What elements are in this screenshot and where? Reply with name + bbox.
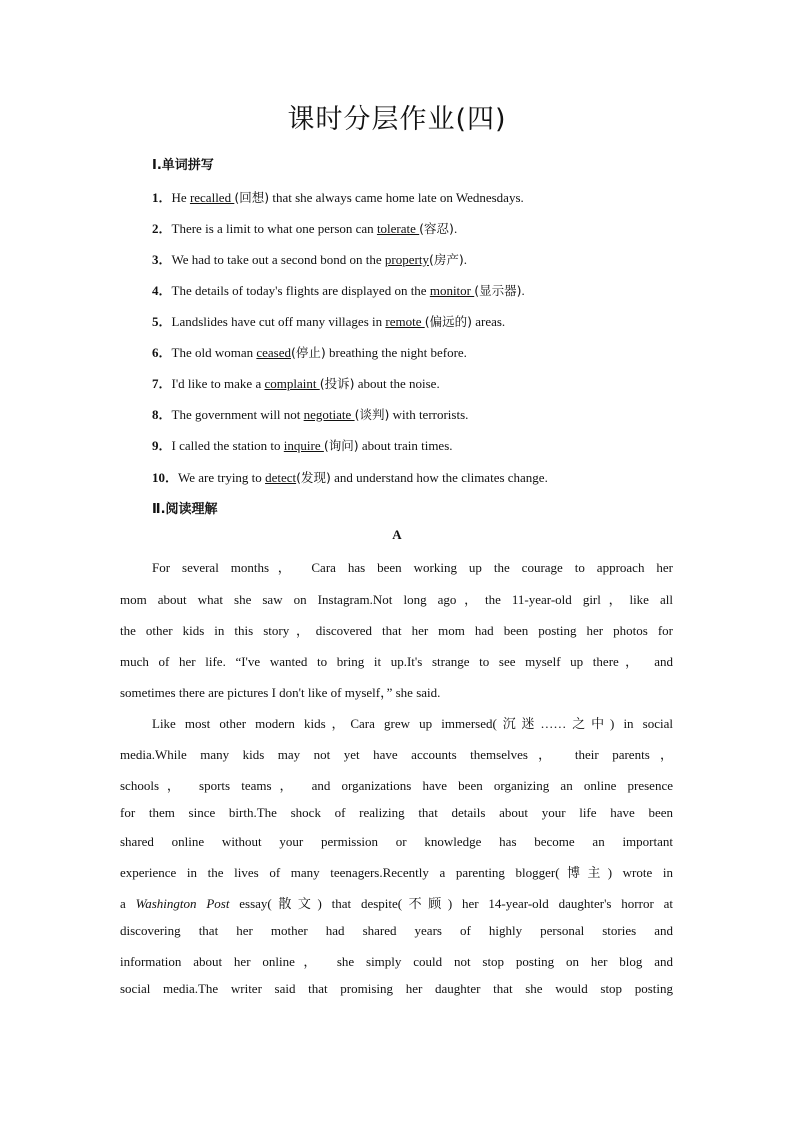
item-text-before: We had to take out a second bond on the <box>171 252 385 267</box>
item-chinese-hint: (发现) <box>296 470 331 485</box>
item-text-before: Landslides have cut off many villages in <box>171 314 386 329</box>
passage-line-start: a <box>120 896 136 911</box>
spelling-item <box>152 249 467 268</box>
item-text-after: with terrorists. <box>389 407 469 422</box>
passage-line: schools， sports teams， and organizations have been organizing an online presence <box>120 778 673 793</box>
spelling-item <box>152 187 524 206</box>
item-number: 2． <box>152 221 172 236</box>
publication-title: Washington Post <box>135 896 230 911</box>
item-answer: tolerate <box>376 221 420 236</box>
item-answer: property <box>384 252 429 267</box>
item-answer: remote <box>385 314 425 329</box>
spelling-item <box>152 280 525 299</box>
passage-line: media.While many kids may not yet have accounts themselves， their parents， <box>120 747 673 762</box>
item-chinese-hint: (房产) <box>428 252 464 267</box>
item-answer: ceased <box>256 345 291 360</box>
passage-line: Like most other modern kids，Cara grew up immersed(沉迷……之中) in social <box>152 716 673 731</box>
item-chinese-hint: (显示器) <box>474 283 522 298</box>
spelling-item <box>152 373 440 392</box>
spelling-item <box>152 311 505 330</box>
passage-line: for them since birth.The shock of realizing that details about your life have been <box>120 805 673 820</box>
item-chinese-hint: (容忍) <box>419 221 454 236</box>
item-text-after: breathing the night before. <box>325 345 467 360</box>
item-chinese-hint: (停止) <box>291 345 326 360</box>
item-answer: negotiate <box>303 407 355 422</box>
passage-line: For several months， Cara has been working up the courage to approach her <box>152 560 673 575</box>
item-number: 3． <box>152 252 172 267</box>
passage-line: experience in the lives of many teenagers.Recently a parenting blogger(博主) wrote in <box>120 865 673 880</box>
passage-line: information about her online， she simply could not stop posting on her blog and <box>120 954 673 969</box>
passage-line: social media.The writer said that promising her daughter that she would stop posting <box>120 981 673 996</box>
page-title: 课时分层作业(四) <box>287 104 507 135</box>
item-text-before: I called the station to <box>171 438 284 453</box>
section-heading-reading: Ⅱ.阅读理解 <box>152 502 218 517</box>
passage-line-rest: essay(散文) that despite(不顾) her 14-year-old daughter's horror at <box>229 896 673 911</box>
item-text-after: and understand how the climates change. <box>330 470 548 485</box>
passage-line: the other kids in this story，discovered that her mom had been posting her photos for <box>120 623 673 638</box>
passage-line: sometimes there are pictures I don't like of myself，” she said. <box>120 685 441 700</box>
item-text-before: The old woman <box>171 345 257 360</box>
item-chinese-hint: (谈判) <box>354 407 390 422</box>
item-chinese-hint: (偏远的) <box>424 314 472 329</box>
item-number: 1． <box>152 190 172 205</box>
passage-line: much of her life. “I've wanted to bring it up.It's strange to see myself up there， and <box>120 654 673 669</box>
item-chinese-hint: (询问) <box>323 438 359 453</box>
item-text-after: . <box>521 283 525 298</box>
passage-label: A <box>392 527 402 542</box>
passage-line: mom about what she saw on Instagram.Not long ago，the 11-year-old girl，like all <box>120 592 673 607</box>
item-answer: recalled <box>189 190 235 205</box>
item-answer: inquire <box>283 438 324 453</box>
item-text-before: The details of today's flights are displayed on the <box>171 283 430 298</box>
item-text-after: about train times. <box>358 438 453 453</box>
item-chinese-hint: (投诉) <box>319 376 355 391</box>
item-number: 10． <box>152 470 179 485</box>
item-number: 7． <box>152 376 172 391</box>
item-text-before: There is a limit to what one person can <box>171 221 377 236</box>
item-text-before: I'd like to make a <box>171 376 265 391</box>
item-chinese-hint: (回想) <box>234 190 270 205</box>
item-number: 8． <box>152 407 172 422</box>
item-answer: complaint <box>264 376 320 391</box>
item-number: 9． <box>152 438 172 453</box>
spelling-item <box>152 435 453 454</box>
item-number: 6． <box>152 345 172 360</box>
spelling-item <box>152 467 548 486</box>
item-number: 4． <box>152 283 172 298</box>
item-text-before: We are trying to <box>178 470 266 485</box>
item-text-before: The government will not <box>171 407 304 422</box>
item-number: 5． <box>152 314 172 329</box>
item-text-after: . <box>453 221 458 236</box>
item-answer: monitor <box>429 283 475 298</box>
item-text-after: about the noise. <box>354 376 440 391</box>
item-text-after: that she always came home late on Wednesdays. <box>269 190 524 205</box>
item-answer: detect <box>265 470 297 485</box>
spelling-item <box>152 342 467 361</box>
passage-line: discovering that her mother had shared years of highly personal stories and <box>120 923 673 938</box>
spelling-item <box>152 404 468 423</box>
passage-line: shared online without your permission or knowledge has become an important <box>120 834 673 849</box>
item-text-after: areas. <box>471 314 506 329</box>
spelling-item <box>152 218 457 237</box>
item-text-before: He <box>171 190 190 205</box>
section-heading-spelling: Ⅰ.单词拼写 <box>152 158 214 173</box>
passage-line <box>120 893 673 912</box>
item-text-after: . <box>463 252 467 267</box>
